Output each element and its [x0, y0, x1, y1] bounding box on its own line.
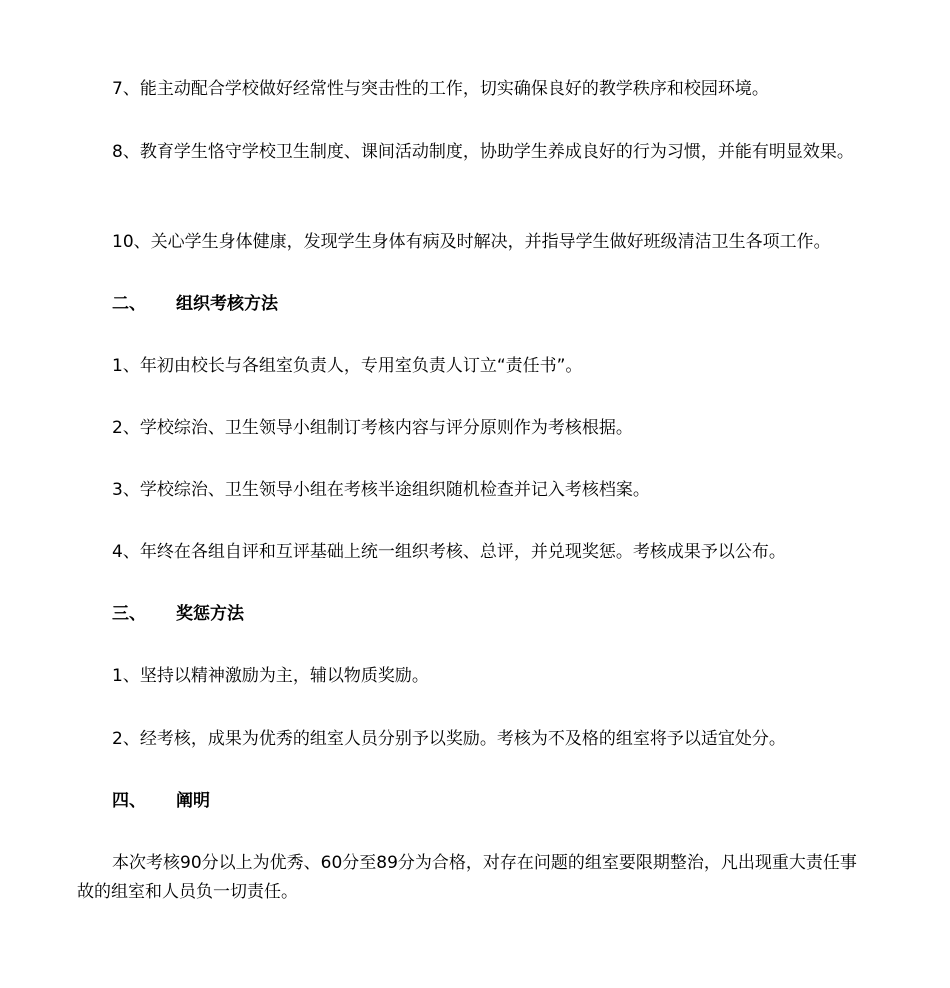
paragraph-item-8: 8、教育学生恪守学校卫生制度、课间活动制度，协助学生养成良好的行为习惯，并能有明显效果。 — [112, 142, 854, 162]
section-number: 三、 — [112, 604, 146, 624]
section3-item-2: 2、经考核，成果为优秀的组室人员分别予以奖励。考核为不及格的组室将予以适宜处分。 — [112, 729, 786, 749]
section2-item-1: 1、年初由校长与各组室负责人，专用室负责人订立“责任书”。 — [112, 356, 583, 376]
section2-item-3: 3、学校综治、卫生领导小组在考核半途组织随机检查并记入考核档案。 — [112, 480, 650, 500]
section2-item-4: 4、年终在各组自评和互评基础上统一组织考核、总评，并兑现奖惩。考核成果予以公布。 — [112, 542, 786, 562]
section3-item-1: 1、坚持以精神激励为主，辅以物质奖励。 — [112, 666, 429, 686]
paragraph-item-10: 10、关心学生身体健康，发现学生身体有病及时解决，并指导学生做好班级清洁卫生各项工作。 — [112, 232, 831, 252]
section-heading-4 — [112, 787, 210, 816]
section-number: 二、 — [112, 294, 146, 314]
section2-item-2: 2、学校综治、卫生领导小组制订考核内容与评分原则作为考核根据。 — [112, 418, 633, 438]
paragraph-item-7: 7、能主动配合学校做好经常性与突击性的工作，切实确保良好的教学秩序和校园环境。 — [112, 79, 769, 99]
section-title: 阐明 — [176, 791, 210, 811]
section-heading-2 — [112, 290, 278, 319]
section4-body: 本次考核90分以上为优秀、60分至89分为合格，对存在问题的组室要限期整治，凡出现重大责任事故的组室和人员负一切责任。 — [77, 853, 857, 902]
section-heading-3 — [112, 600, 244, 629]
section-title: 组织考核方法 — [176, 294, 278, 314]
section-number: 四、 — [112, 791, 146, 811]
section-title: 奖惩方法 — [176, 604, 244, 624]
